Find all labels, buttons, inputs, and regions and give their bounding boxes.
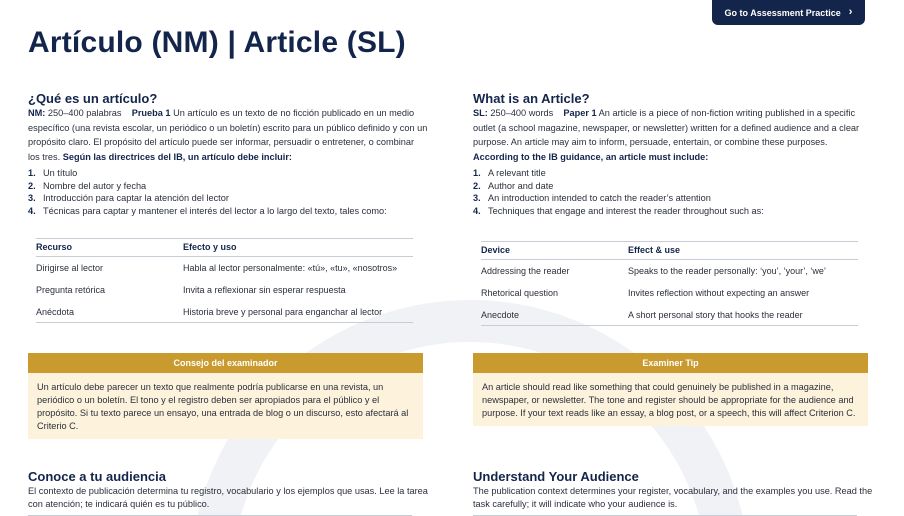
table-header: Device bbox=[481, 242, 628, 260]
en-tip-body: An article should read like something that could genuinely be published in a magazine, newspaper, or newsletter. The tone and register should be appropriate for the audience and purpose. If your text reads like an essay, a blog post, or a speech, this will affect Criterion C. bbox=[482, 382, 856, 418]
list-text: Técnicas para captar y mantener el interés del lector a lo largo del texto, tales como: bbox=[43, 205, 387, 216]
list-text: Introducción para captar la atención del lector bbox=[43, 193, 229, 204]
list-text: An introduction intended to catch the reader’s attention bbox=[488, 193, 711, 204]
en-audience-section bbox=[473, 469, 873, 516]
table-cell: Anécdota bbox=[36, 301, 183, 323]
es-devices-table bbox=[36, 238, 413, 323]
list-number: 4. bbox=[473, 205, 481, 216]
table-cell: Invita a reflexionar sin esperar respuesta bbox=[183, 284, 346, 295]
en-word-count: 250–400 words bbox=[490, 108, 554, 118]
es-tip-body: Un artículo debe parecer un texto que realmente podría publicarse en una revista, un periódico o un boletín. El tono y el registro deben ser apropiados para el público y el propósito. Si tu texto parece un ensayo, una entrada de blog o un discurso, esto afectará al Criterio C. bbox=[37, 382, 409, 431]
list-number: 2. bbox=[28, 180, 36, 191]
en-examiner-tip bbox=[473, 353, 868, 426]
list-item bbox=[473, 180, 873, 193]
list-text: Author and date bbox=[488, 180, 554, 191]
table-cell: Invites reflection without expecting an answer bbox=[628, 287, 810, 298]
list-item bbox=[28, 180, 428, 193]
table-header-row bbox=[36, 239, 413, 257]
en-section-heading: What is an Article? bbox=[473, 91, 590, 106]
list-number: 4. bbox=[28, 205, 36, 216]
table-header-row bbox=[481, 242, 858, 260]
list-number: 2. bbox=[473, 180, 481, 191]
list-text: Nombre del autor y fecha bbox=[43, 180, 147, 191]
chevron-right-icon: › bbox=[848, 6, 853, 18]
table-cell: Anecdote bbox=[481, 304, 628, 326]
english-column bbox=[473, 91, 873, 326]
es-words-label: NM: bbox=[28, 108, 46, 118]
es-section-heading: ¿Qué es un artículo? bbox=[28, 91, 158, 106]
en-paper-label: Paper 1 bbox=[563, 108, 597, 118]
table-row bbox=[481, 304, 858, 326]
table-cell: Historia breve y personal para enganchar al lector bbox=[183, 301, 413, 323]
es-intro bbox=[28, 106, 428, 164]
list-item bbox=[28, 205, 428, 218]
es-paper-label: Prueba 1 bbox=[131, 108, 171, 118]
table-row bbox=[36, 279, 413, 301]
table-cell: Pregunta retórica bbox=[36, 284, 106, 295]
en-devices-table bbox=[481, 241, 858, 326]
en-audience-heading: Understand Your Audience bbox=[473, 469, 639, 484]
list-number: 3. bbox=[473, 193, 481, 204]
list-item bbox=[473, 192, 873, 205]
es-word-count: 250–400 palabras bbox=[47, 108, 122, 118]
table-cell: Rhetorical question bbox=[481, 287, 559, 298]
table-cell: A short personal story that hooks the reader bbox=[628, 304, 858, 326]
es-tip-title: Consejo del examinador bbox=[28, 353, 423, 373]
es-intro-text: Un artículo es un texto de no ficción publicado en un medio específico (una revista escolar, un periódico o un boletín) escrito para un público definido y con un propósito claro. El propósito del artículo puede ser informar, persuadir o entretener, o combinar los tres. bbox=[28, 108, 428, 162]
es-examiner-tip bbox=[28, 353, 423, 439]
table-header: Effect & use bbox=[628, 242, 858, 260]
list-number: 1. bbox=[28, 168, 36, 179]
assessment-practice-button[interactable] bbox=[712, 0, 865, 25]
en-requirements-list bbox=[473, 167, 873, 217]
table-cell: Dirigirse al lector bbox=[36, 263, 104, 274]
en-intro bbox=[473, 106, 873, 164]
list-text: Un título bbox=[43, 168, 78, 179]
en-intro-text: An article is a piece of non-fiction writing published in a specific outlet (a school magazine, newspaper, or newsletter) written for a defined audience and a clear purpose. An article may aim to inform, persuade, entertain, or combine these purposes. bbox=[473, 108, 860, 148]
en-guidance: According to the IB guidance, an article must include: bbox=[473, 151, 709, 162]
assessment-practice-label: Go to Assessment Practice bbox=[724, 7, 841, 18]
list-item bbox=[28, 192, 428, 205]
list-text: A relevant title bbox=[488, 168, 546, 179]
table-row bbox=[481, 260, 858, 282]
es-audience-heading: Conoce a tu audiencia bbox=[28, 469, 166, 484]
list-item bbox=[473, 167, 873, 180]
table-row bbox=[36, 257, 413, 279]
page-title: Artículo (NM) | Article (SL) bbox=[28, 26, 406, 59]
es-requirements-list bbox=[28, 167, 428, 217]
es-guidance: Según las directrices del IB, un artículo debe incluir: bbox=[62, 151, 292, 162]
list-item bbox=[28, 167, 428, 180]
list-item bbox=[473, 205, 873, 218]
table-header: Recurso bbox=[36, 239, 183, 257]
table-cell: Addressing the reader bbox=[481, 266, 570, 277]
es-audience-text: El contexto de publicación determina tu registro, vocabulario y los ejemplos que usas. Lee la tarea con atención; te indicará quién es tu público. bbox=[28, 486, 428, 509]
table-row bbox=[36, 301, 413, 323]
en-words-label: SL: bbox=[473, 108, 488, 118]
table-header: Efecto y uso bbox=[183, 239, 413, 257]
es-audience-section bbox=[28, 469, 428, 516]
table-row bbox=[481, 282, 858, 304]
table-cell: Speaks to the reader personally: ‘you’, ‘your’, ‘we’ bbox=[628, 266, 826, 277]
en-tip-title: Examiner Tip bbox=[473, 353, 868, 373]
list-text: Techniques that engage and interest the reader throughout such as: bbox=[488, 205, 764, 216]
table-cell: Habla al lector personalmente: «tú», «tu», «nosotros» bbox=[183, 263, 398, 274]
list-number: 3. bbox=[28, 193, 36, 204]
list-number: 1. bbox=[473, 168, 481, 179]
spanish-column bbox=[28, 91, 428, 323]
en-audience-text: The publication context determines your register, vocabulary, and the examples you use. Read the task carefully; it will indicate who your audience is. bbox=[473, 486, 873, 509]
